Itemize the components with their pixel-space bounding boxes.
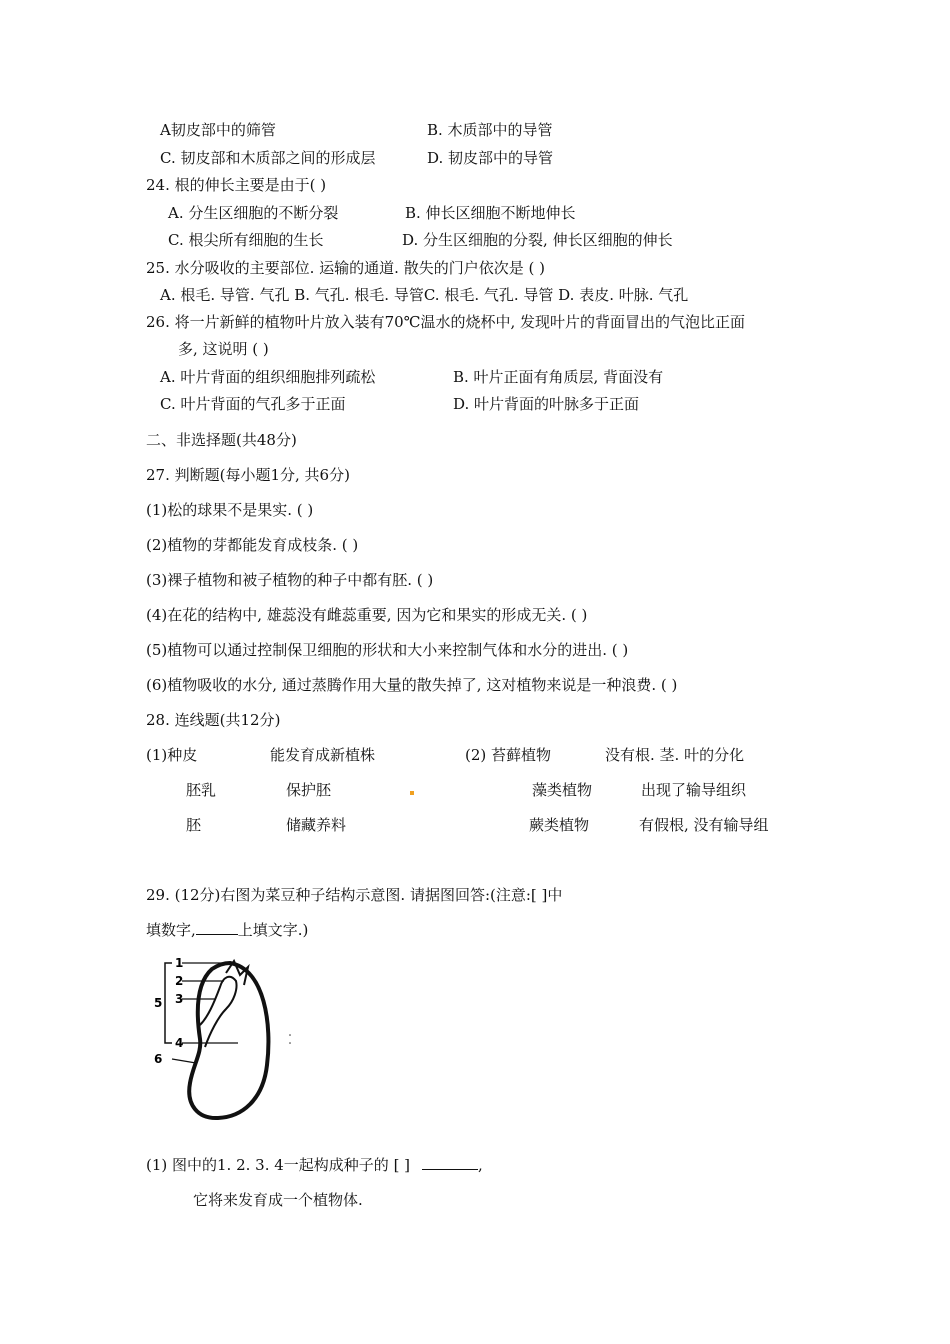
q25-options: A. 根毛. 导管. 气孔 B. 气孔. 根毛. 导管C. 根毛. 气孔. 导管 D. 表皮. 叶脉. 气孔 [160, 286, 689, 304]
q28-part1-left-item: 胚乳 [186, 781, 217, 799]
q24-stem: 24. 根的伸长主要是由于( ) [146, 176, 327, 194]
q28-part1-left-item: 胚 [186, 816, 202, 834]
q26-option-c: C. 叶片背面的气孔多于正面 [160, 395, 346, 413]
q29-sub1-text: (1) 图中的1. 2. 3. 4一起构成种子的 [ ] [146, 1156, 411, 1174]
q28-part1-right-item: 能发育成新植株 [270, 746, 376, 764]
seed-coat-outline [189, 963, 268, 1118]
figure-label: 2 [175, 974, 184, 988]
q23-option-c: C. 韧皮部和木质部之间的形成层 [160, 149, 376, 167]
q29-instruction-post: 上填文字.) [237, 921, 309, 939]
q28-part1-label: (1)种皮 [146, 746, 198, 764]
q26-stem: 26. 将一片新鲜的植物叶片放入装有70℃温水的烧杯中, 发现叶片的背面冒出的气泡比正面 [146, 313, 746, 331]
q24-option-b: B. 伸长区细胞不断地伸长 [405, 204, 576, 222]
q27-item: (5)植物可以通过控制保卫细胞的形状和大小来控制气体和水分的进出. ( ) [146, 641, 629, 659]
q24-option-d: D. 分生区细胞的分裂, 伸长区细胞的伸长 [402, 231, 673, 249]
q29-sub1-comma: , [478, 1156, 483, 1174]
q28-part1-right-item: 保护胚 [286, 781, 332, 799]
q27-item: (6)植物吸收的水分, 通过蒸腾作用大量的散失掉了, 这对植物来说是一种浪费. ( ) [146, 676, 678, 694]
q28-part2-right-item: 有假根, 没有输导组 [639, 816, 769, 834]
q23-option-d: D. 韧皮部中的导管 [427, 149, 554, 167]
stray-dot [410, 791, 414, 795]
q23-option-a: A韧皮部中的筛管 [160, 121, 276, 139]
q27-item: (4)在花的结构中, 雄蕊没有雌蕊重要, 因为它和果实的形成无关. ( ) [146, 606, 588, 624]
q29-subquestion-1 [146, 1155, 483, 1175]
answer-blank[interactable] [422, 1155, 478, 1170]
q29-instruction-pre: 填数字, [146, 921, 196, 939]
q25-stem: 25. 水分吸收的主要部位. 运输的通道. 散失的门户依次是 ( ) [146, 259, 545, 277]
q27-item: (2)植物的芽都能发育成枝条. ( ) [146, 536, 359, 554]
q28-part2-left-item: 蕨类植物 [529, 816, 590, 834]
bracket-line [165, 963, 172, 1043]
q26-stem-continued: 多, 这说明 ( ) [178, 340, 269, 358]
q28-part2-label: (2) 苔藓植物 [465, 746, 552, 764]
bean-seed-diagram [150, 955, 300, 1125]
figure-label: 6 [154, 1052, 163, 1066]
q29-stem-line2 [146, 920, 308, 940]
q26-option-a: A. 叶片背面的组织细胞排列疏松 [160, 368, 376, 386]
q23-option-b: B. 木质部中的导管 [427, 121, 553, 139]
q27-item: (1)松的球果不是果实. ( ) [146, 501, 314, 519]
q29-stem: 29. (12分)右图为菜豆种子结构示意图. 请据图回答:(注意:[ ]中 [146, 886, 563, 904]
figure-label: 3 [175, 992, 184, 1006]
speck [289, 1042, 291, 1044]
q28-part2-right-item: 没有根. 茎. 叶的分化 [605, 746, 745, 764]
speck [289, 1034, 291, 1036]
q28-part2-right-item: 出现了输导组织 [641, 781, 747, 799]
q24-option-c: C. 根尖所有细胞的生长 [168, 231, 324, 249]
figure-label: 5 [154, 996, 163, 1010]
q26-option-d: D. 叶片背面的叶脉多于正面 [453, 395, 640, 413]
section-heading: 二、非选择题(共48分) [146, 431, 297, 449]
q24-option-a: A. 分生区细胞的不断分裂 [168, 204, 339, 222]
embryo-outline [200, 977, 237, 1047]
q27-title: 27. 判断题(每小题1分, 共6分) [146, 466, 350, 484]
figure-label: 1 [175, 956, 184, 970]
figure-label: 4 [175, 1036, 184, 1050]
q27-item: (3)裸子植物和被子植物的种子中都有胚. ( ) [146, 571, 434, 589]
q28-title: 28. 连线题(共12分) [146, 711, 281, 729]
q29-subquestion-1-line2: 它将来发育成一个植物体. [193, 1191, 363, 1209]
leader-line [172, 1059, 196, 1063]
q26-option-b: B. 叶片正面有角质层, 背面没有 [453, 368, 664, 386]
q28-part1-right-item: 储藏养料 [286, 816, 347, 834]
answer-blank[interactable] [196, 920, 238, 935]
q28-part2-left-item: 藻类植物 [532, 781, 593, 799]
